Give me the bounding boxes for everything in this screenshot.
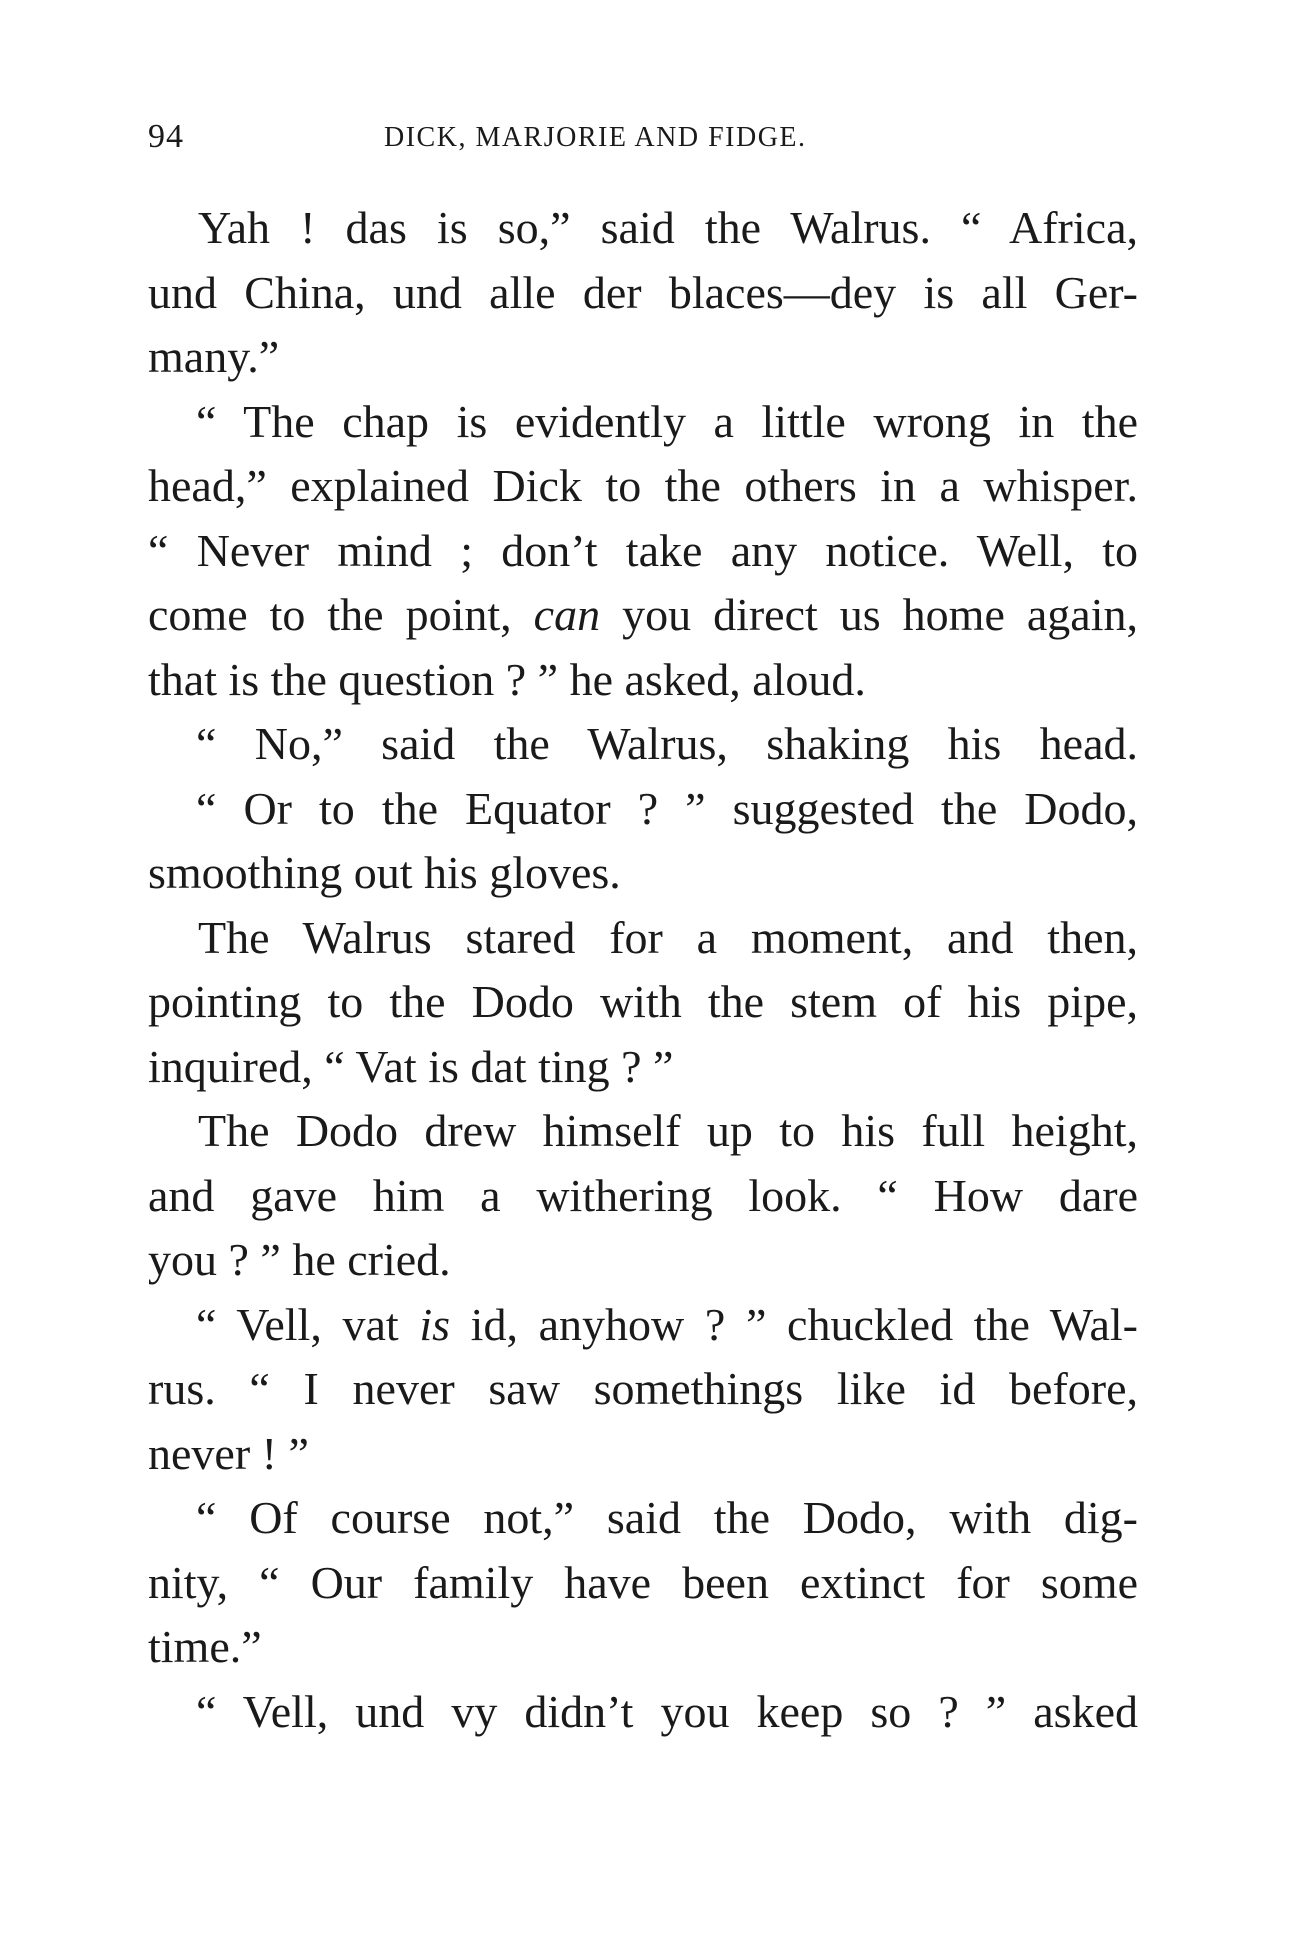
text-line: und China, und alle der blaces—dey is all Ger- [148, 266, 1138, 318]
text-segment: come to the point, [148, 589, 534, 640]
page-number: 94 [148, 118, 184, 155]
text-segment: id, anyhow ? ” chuckled the Wal- [450, 1298, 1138, 1350]
text-line: “ Vell, und vy didn’t you keep so ? ” asked [196, 1685, 1138, 1737]
text-line [148, 583, 1138, 648]
text-line: head,” explained Dick to the others in a whisper. [148, 460, 1138, 511]
page-header [148, 118, 1138, 168]
text-line: time.” [148, 1621, 262, 1672]
text-line: you ? ” he cried. [148, 1234, 451, 1285]
text-line: Yah ! das is so,” said the Walrus. “ Africa, [198, 202, 1138, 253]
italic-word: can [533, 589, 601, 640]
text-line: “ The chap is evidently a little wrong in the [196, 395, 1138, 447]
text-line: “ Or to the Equator ? ” suggested the Dodo, [196, 782, 1138, 834]
text-line: The Dodo drew himself up to his full height, [198, 1105, 1138, 1156]
text-line: rus. “ I never saw somethings like id before, [148, 1363, 1138, 1414]
text-line: “ No,” said the Walrus, shaking his head. [196, 718, 1138, 769]
text-line: “ Never mind ; don’t take any notice. Well, to [148, 524, 1138, 576]
text-line: never ! ” [148, 1427, 309, 1479]
text-segment: you direct us home again, [600, 589, 1138, 640]
text-line: inquired, “ Vat is dat ting ? ” [148, 1040, 674, 1092]
running-head: DICK, MARJORIE AND FIDGE. [384, 122, 807, 153]
italic-word: is [419, 1298, 451, 1350]
text-line [148, 1293, 1138, 1358]
text-segment: “ Vell, vat [196, 1298, 420, 1350]
text-line: many.” [148, 331, 280, 382]
body-text [148, 196, 1138, 1744]
text-line: smoothing out his gloves. [148, 847, 621, 898]
text-line: “ Of course not,” said the Dodo, with dig- [196, 1492, 1138, 1543]
text-line: The Walrus stared for a moment, and then, [198, 911, 1138, 963]
text-line: and gave him a withering look. “ How dare [148, 1169, 1138, 1221]
text-line: nity, “ Our family have been extinct for some [148, 1556, 1138, 1608]
text-line: that is the question ? ” he asked, aloud. [148, 653, 866, 705]
text-line: pointing to the Dodo with the stem of his pipe, [148, 976, 1138, 1027]
